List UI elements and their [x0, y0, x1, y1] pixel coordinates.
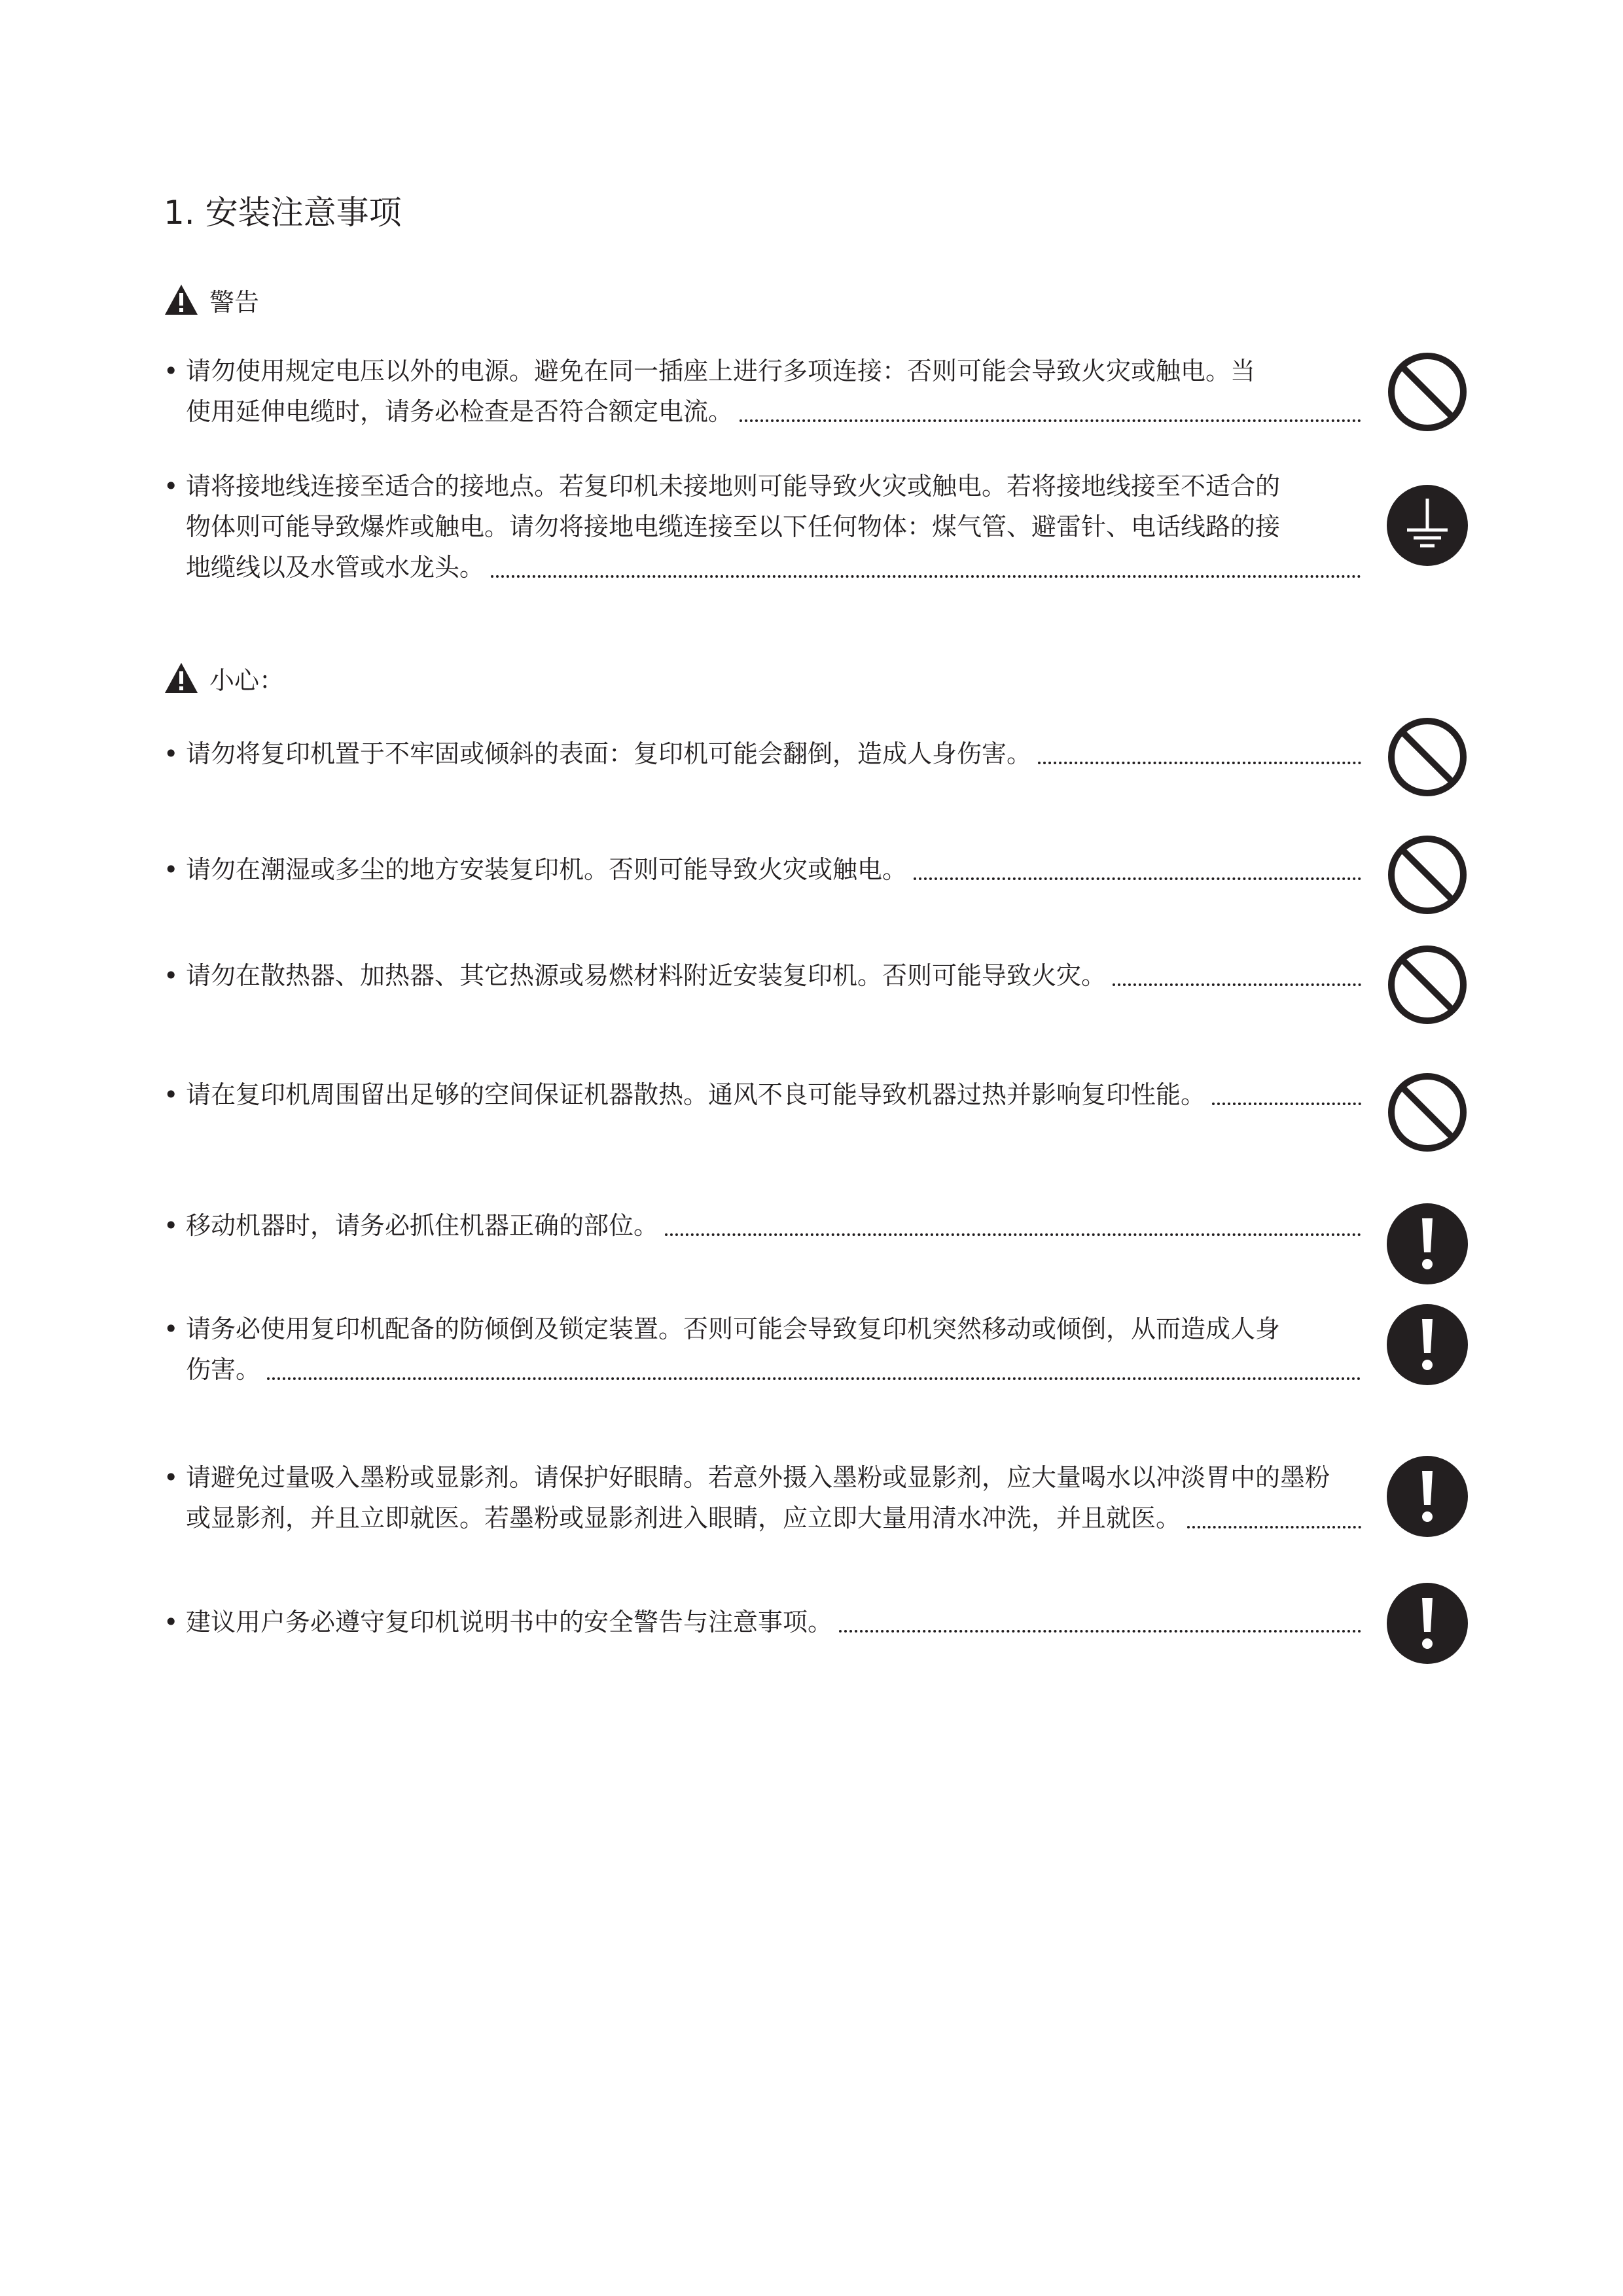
item-line: 请勿在散热器、加热器、其它热源或易燃材料附近安装复印机。否则可能导致火灾。 [186, 961, 1107, 990]
mandatory-icon [1386, 1203, 1469, 1285]
bullet: • [164, 1463, 179, 1492]
dot-leader [267, 1377, 1361, 1380]
dot-leader [1113, 983, 1361, 986]
item-line: 使用延伸电缆时，请务必检查是否符合额定电流。 [186, 397, 734, 426]
caution-item-3 [164, 955, 1361, 996]
item-line: 建议用户务必遵守复印机说明书中的安全警告与注意事项。 [186, 1608, 833, 1636]
item-line: 请勿在潮湿或多尘的地方安装复印机。否则可能导致火灾或触电。 [186, 855, 908, 884]
dot-leader [1187, 1526, 1361, 1528]
dot-leader [491, 575, 1361, 578]
bullet: • [164, 1211, 179, 1240]
item-line: 请勿将复印机置于不牢固或倾斜的表面：复印机可能会翻倒，造成人身伤害。 [186, 739, 1032, 768]
ground-icon [1386, 484, 1469, 567]
dot-leader [665, 1233, 1361, 1236]
bullet: • [164, 472, 179, 501]
bullet: • [164, 855, 179, 884]
item-line: 或显影剂，并且立即就医。若墨粉或显影剂进入眼睛，应立即大量用清水冲洗，并且就医。 [186, 1504, 1181, 1532]
item-line: 地缆线以及水管或水龙头。 [186, 553, 485, 582]
bullet: • [164, 1080, 179, 1109]
caution-heading [164, 658, 284, 698]
bullet: • [164, 961, 179, 990]
item-line: 伤害。 [186, 1355, 261, 1384]
dot-leader [740, 419, 1361, 422]
mandatory-icon [1386, 1303, 1469, 1386]
item-line: 移动机器时，请务必抓住机器正确的部位。 [186, 1211, 659, 1240]
warning-item-1 [164, 351, 1361, 432]
mandatory-icon [1386, 1455, 1469, 1538]
caution-item-1 [164, 733, 1361, 774]
item-line: 请将接地线连接至适合的接地点。若复印机未接地则可能导致火灾或触电。若将接地线接至不适合的 [186, 472, 1281, 501]
item-line: 物体则可能导致爆炸或触电。请勿将接地电缆连接至以下任何物体：煤气管、避雷针、电话线路的接 [186, 512, 1281, 541]
dot-leader [1212, 1103, 1361, 1105]
warning-heading [164, 280, 259, 319]
caution-item-2 [164, 849, 1361, 890]
caution-item-6 [164, 1309, 1361, 1390]
bullet: • [164, 1315, 179, 1343]
item-line: 请在复印机周围留出足够的空间保证机器散热。通风不良可能导致机器过热并影响复印性能。 [186, 1080, 1206, 1109]
caution-item-4 [164, 1074, 1361, 1115]
caution-item-8 [164, 1602, 1361, 1642]
caution-label: 小心： [209, 665, 285, 695]
bullet: • [164, 1608, 179, 1636]
prohibition-icon [1386, 351, 1469, 433]
warning-item-2 [164, 466, 1361, 588]
prohibition-icon [1386, 944, 1469, 1026]
dot-leader [1038, 762, 1361, 764]
item-line: 请勿使用规定电压以外的电源。避免在同一插座上进行多项连接：否则可能会导致火灾或触电。当 [186, 357, 1256, 385]
caution-item-5 [164, 1205, 1361, 1246]
caution-triangle-icon [164, 662, 199, 694]
warning-label: 警告 [209, 287, 260, 317]
prohibition-icon [1386, 834, 1469, 916]
bullet: • [164, 739, 179, 768]
caution-item-7 [164, 1457, 1361, 1538]
warning-triangle-icon [164, 283, 199, 316]
dot-leader [914, 877, 1361, 880]
bullet: • [164, 357, 179, 385]
page-title: 1. 安装注意事项 [164, 194, 402, 232]
dot-leader [839, 1630, 1361, 1633]
prohibition-icon [1386, 716, 1469, 798]
item-line: 请务必使用复印机配备的防倾倒及锁定装置。否则可能会导致复印机突然移动或倾倒，从而造成人身 [186, 1315, 1281, 1343]
prohibition-icon [1386, 1071, 1469, 1154]
item-line: 请避免过量吸入墨粉或显影剂。请保护好眼睛。若意外摄入墨粉或显影剂，应大量喝水以冲淡胃中的墨粉 [186, 1463, 1330, 1492]
mandatory-icon [1386, 1582, 1469, 1665]
